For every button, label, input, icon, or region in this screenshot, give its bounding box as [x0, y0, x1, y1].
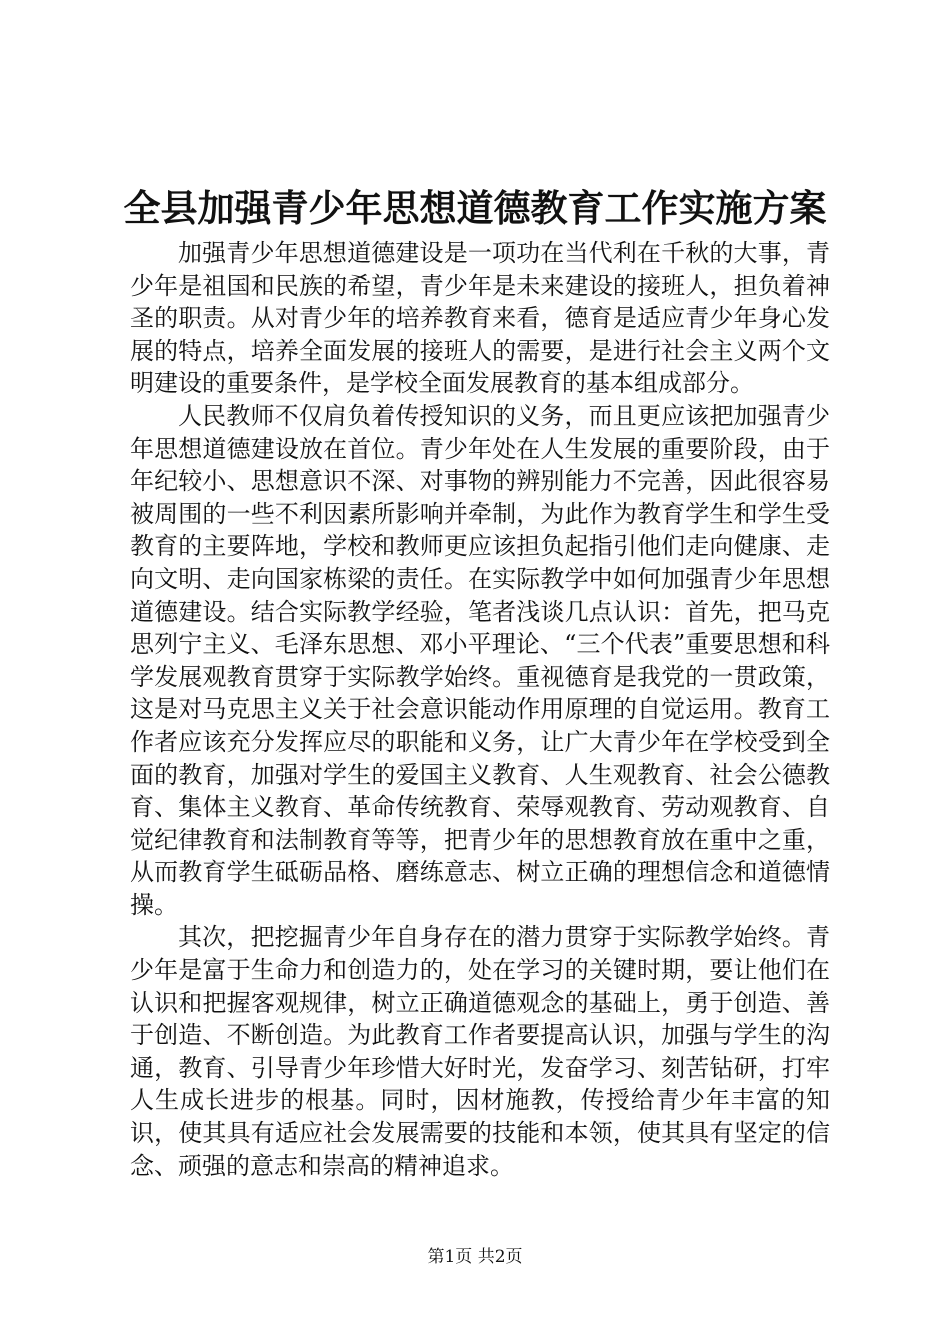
paragraph-2: 人民教师不仅肩负着传授知识的义务，而且更应该把加强青少年思想道德建设放在首位。青少年处在人生发展的重要阶段，由于年纪较小、思想意识不深、对事物的辨别能力不完善，因此很容易被周围的一些不利因素所影响并牵制，为此作为教育学生和学生受教育的主要阵地，学校和教师更应该担负起指引他们走向健康、走向文明、走向国家栋梁的责任。在实际教学中如何加强青少年思想道德建设。结合实际教学经验，笔者浅谈几点认识：首先，把马克思列宁主义、毛泽东思想、邓小平理论、“三个代表”重要思想和科学发展观教育贯穿于实际教学始终。重视德育是我党的一贯政策，这是对马克思主义关于社会意识能动作用原理的自觉运用。教育工作者应该充分发挥应尽的职能和义务，让广大青少年在学校受到全面的教育，加强对学生的爱国主义教育、人生观教育、社会公德教育、集体主义教育、革命传统教育、荣辱观教育、劳动观教育、自觉纪律教育和法制教育等等，把青少年的思想教育放在重中之重，从而教育学生砥砺品格、磨练意志、树立正确的理想信念和道德情操。	[130, 401, 830, 919]
document-title: 全县加强青少年思想道德教育工作实施方案	[123, 186, 827, 230]
page-number-footer: 第1页 共2页	[427, 1247, 523, 1267]
paragraph-1: 加强青少年思想道德建设是一项功在当代利在千秋的大事，青少年是祖国和民族的希望，青少年是未来建设的接班人，担负着神圣的职责。从对青少年的培养教育来看，德育是适应青少年身心发展的特点，培养全面发展的接班人的需要，是进行社会主义两个文明建设的重要条件，是学校全面发展教育的基本组成部分。	[130, 239, 830, 398]
paragraph-3: 其次，把挖掘青少年自身存在的潜力贯穿于实际教学始终。青少年是富于生命力和创造力的，处在学习的关键时期，要让他们在认识和把握客观规律，树立正确道德观念的基础上，勇于创造、善于创造、不断创造。为此教育工作者要提高认识，加强与学生的沟通，教育、引导青少年珍惜大好时光，发奋学习、刻苦钻研，打牢人生成长进步的根基。同时，因材施教，传授给青少年丰富的知识，使其具有适应社会发展需要的技能和本领，使其具有坚定的信念、顽强的意志和崇高的精神追求。	[130, 923, 830, 1180]
document-body	[130, 237, 830, 1182]
